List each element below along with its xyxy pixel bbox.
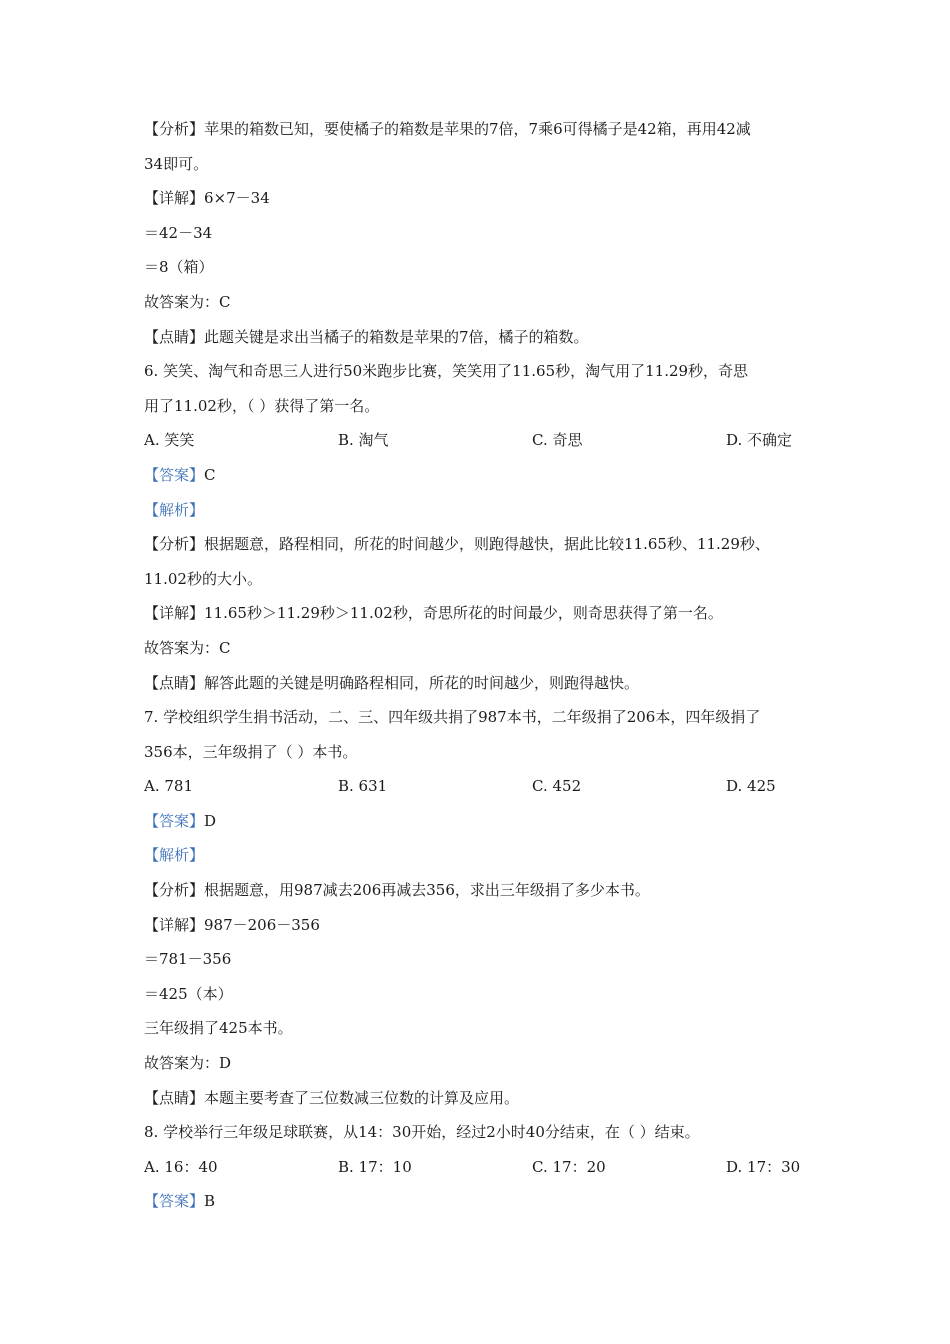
q6-stem-cont: 用了11.02秒，（ ）获得了第一名。 bbox=[144, 396, 380, 415]
q7-option-c: C. 452 bbox=[532, 777, 582, 796]
q6-stem: 6. 笑笑、淘气和奇思三人进行50米跑步比赛，笑笑用了11.65秒，淘气用了11.29秒，奇思 bbox=[144, 362, 749, 381]
q6-comment: 【点睛】解答此题的关键是明确路程相同，所花的时间越少，则跑得越快。 bbox=[144, 673, 640, 692]
q6-explain-row bbox=[144, 493, 814, 528]
q7-detail: 【详解】987－206－356 bbox=[144, 915, 320, 934]
q8-stem: 8. 学校举行三年级足球联赛，从14：30开始，经过2小时40分结束，在（ ）结束。 bbox=[144, 1123, 700, 1142]
q7-answer-tag: 【答案】 bbox=[144, 811, 205, 830]
q5-detail: 【详解】6×7－34 bbox=[144, 189, 270, 208]
q7-explain-row bbox=[144, 838, 814, 873]
q8-answer-tag: 【答案】 bbox=[144, 1192, 205, 1211]
q7-step1: ＝781－356 bbox=[144, 950, 232, 969]
q5-answer-line: 故答案为：C bbox=[144, 292, 231, 311]
q6-option-a: A. 笑笑 bbox=[144, 431, 195, 450]
q5-analysis: 【分析】苹果的箱数已知，要使橘子的箱数是苹果的7倍，7乘6可得橘子是42箱，再用42减 bbox=[144, 120, 751, 138]
q7-step2: ＝425（本） bbox=[144, 984, 233, 1003]
q6-options bbox=[144, 423, 814, 458]
q7-analysis: 【分析】根据题意，用987减去206再减去356，求出三年级捐了多少本书。 bbox=[144, 881, 650, 900]
q7-options bbox=[144, 769, 814, 804]
q6-answer: C bbox=[204, 465, 216, 484]
q5-step2: ＝8（箱） bbox=[144, 258, 214, 277]
document-page bbox=[144, 112, 814, 1219]
q7-conclusion: 三年级捐了425本书。 bbox=[144, 1019, 293, 1038]
q6-analysis-cont: 11.02秒的大小。 bbox=[144, 569, 262, 588]
q7-comment: 【点睛】本题主要考查了三位数减三位数的计算及应用。 bbox=[144, 1088, 520, 1107]
q7-answer-line: 故答案为：D bbox=[144, 1054, 232, 1073]
q7-option-d: D. 425 bbox=[726, 777, 776, 796]
q8-option-a: A. 16：40 bbox=[144, 1157, 218, 1176]
q7-stem-cont: 356本，三年级捐了（ ）本书。 bbox=[144, 742, 358, 761]
q8-option-b: B. 17：10 bbox=[338, 1157, 412, 1176]
q6-option-c: C. 奇思 bbox=[532, 431, 583, 450]
q6-option-d: D. 不确定 bbox=[726, 431, 793, 450]
q8-option-d: D. 17：30 bbox=[726, 1157, 801, 1176]
q5-step1: ＝42－34 bbox=[144, 223, 213, 242]
q8-option-c: C. 17：20 bbox=[532, 1157, 606, 1176]
q6-answer-line: 故答案为：C bbox=[144, 638, 231, 657]
q6-explain-tag: 【解析】 bbox=[144, 500, 205, 519]
q7-stem: 7. 学校组织学生捐书活动，二、三、四年级共捐了987本书，二年级捐了206本，四年级捐了 bbox=[144, 708, 761, 727]
q6-analysis: 【分析】根据题意，路程相同，所花的时间越少，则跑得越快，据此比较11.65秒、11.29秒、 bbox=[144, 535, 770, 554]
q7-option-b: B. 631 bbox=[338, 777, 388, 796]
q8-answer-row bbox=[144, 1184, 814, 1219]
q7-explain-tag: 【解析】 bbox=[144, 846, 205, 865]
q6-detail: 【详解】11.65秒＞11.29秒＞11.02秒，奇思所花的时间最少，则奇思获得了第一名。 bbox=[144, 604, 723, 623]
q6-answer-row bbox=[144, 458, 814, 493]
q5-analysis-cont: 34即可。 bbox=[144, 154, 209, 173]
q5-comment: 【点睛】此题关键是求出当橘子的箱数是苹果的7倍，橘子的箱数。 bbox=[144, 327, 589, 346]
q6-answer-tag: 【答案】 bbox=[144, 465, 205, 484]
q7-answer-row bbox=[144, 804, 814, 839]
q8-options bbox=[144, 1150, 814, 1185]
q6-option-b: B. 淘气 bbox=[338, 431, 389, 450]
q8-answer: B bbox=[204, 1192, 216, 1211]
q7-option-a: A. 781 bbox=[144, 777, 193, 796]
q7-answer: D bbox=[204, 811, 217, 830]
